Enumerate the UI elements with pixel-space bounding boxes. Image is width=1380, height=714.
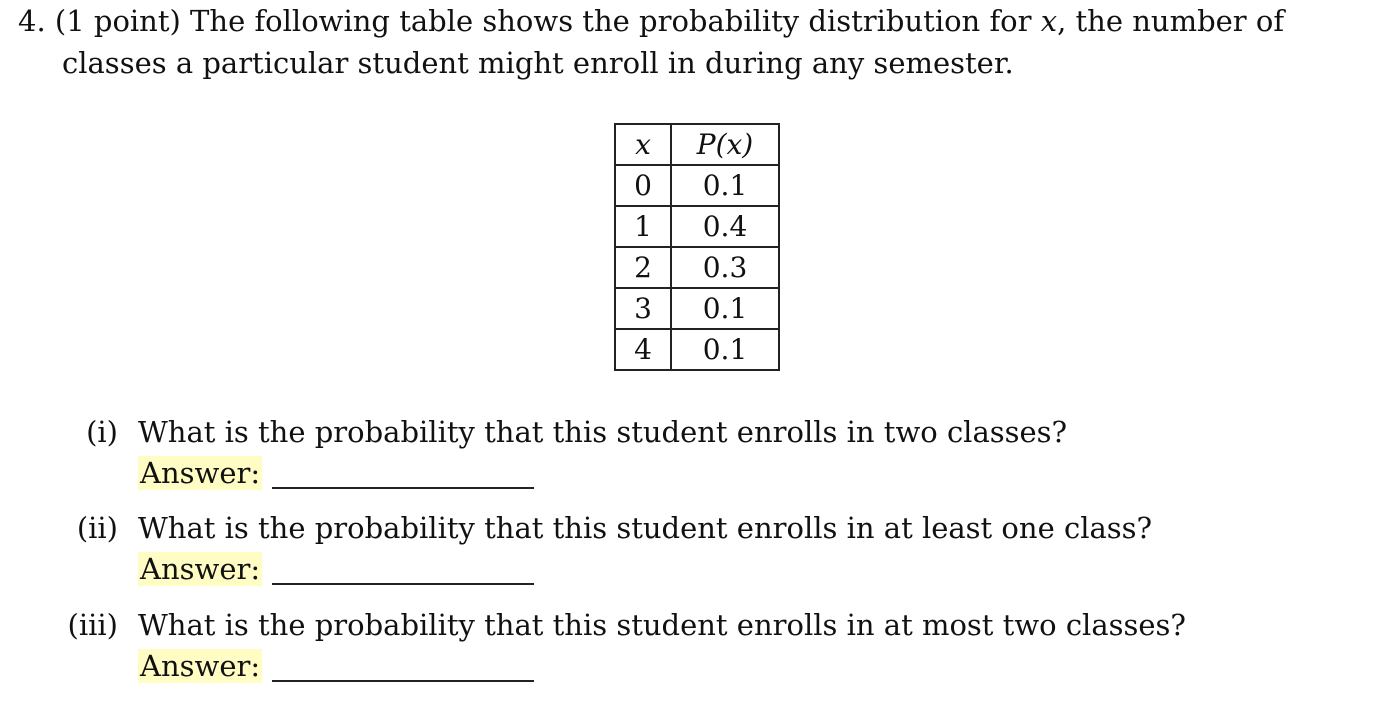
cell-x: 1 xyxy=(615,206,671,247)
problem-text-continued: , the number of xyxy=(1057,4,1285,38)
problem-line-1 xyxy=(18,0,1284,42)
cell-x: 2 xyxy=(615,247,671,288)
table-row xyxy=(615,329,779,370)
table-row xyxy=(615,165,779,206)
cell-x: 3 xyxy=(615,288,671,329)
answer-row xyxy=(138,549,262,589)
question-label: (iii) xyxy=(67,608,118,642)
answer-label: Answer: xyxy=(140,456,261,490)
problem-number: 4. xyxy=(18,4,46,38)
question-text: What is the probability that this student enrolls in two classes? xyxy=(138,415,1068,449)
problem-text: The following table shows the probability distribution for xyxy=(190,4,1032,38)
cell-x: 4 xyxy=(615,329,671,370)
problem-variable: x xyxy=(1040,4,1058,38)
answer-row xyxy=(138,646,262,686)
answer-label: Answer: xyxy=(140,552,261,586)
question-text: What is the probability that this student enrolls in at least one class? xyxy=(138,511,1153,545)
table-header-row xyxy=(615,124,779,165)
question-label: (ii) xyxy=(76,511,118,545)
answer-blank[interactable] xyxy=(272,487,534,489)
cell-probability: 0.1 xyxy=(671,165,779,206)
cell-x: 0 xyxy=(615,165,671,206)
table-row xyxy=(615,288,779,329)
question-text: What is the probability that this student enrolls in at most two classes? xyxy=(138,608,1186,642)
answer-blank[interactable] xyxy=(272,583,534,585)
answer-row xyxy=(138,453,262,493)
header-p-of-x: P(x) xyxy=(671,124,779,165)
question-label: (i) xyxy=(86,415,118,449)
problem-line-2: classes a particular student might enroll in during any semester. xyxy=(62,46,1014,80)
answer-blank[interactable] xyxy=(272,680,534,682)
probability-distribution-table xyxy=(614,123,780,371)
problem-points: (1 point) xyxy=(54,4,181,38)
cell-probability: 0.1 xyxy=(671,288,779,329)
header-x: x xyxy=(615,124,671,165)
cell-probability: 0.1 xyxy=(671,329,779,370)
table-row xyxy=(615,206,779,247)
cell-probability: 0.3 xyxy=(671,247,779,288)
table-row xyxy=(615,247,779,288)
answer-label: Answer: xyxy=(140,649,261,683)
cell-probability: 0.4 xyxy=(671,206,779,247)
